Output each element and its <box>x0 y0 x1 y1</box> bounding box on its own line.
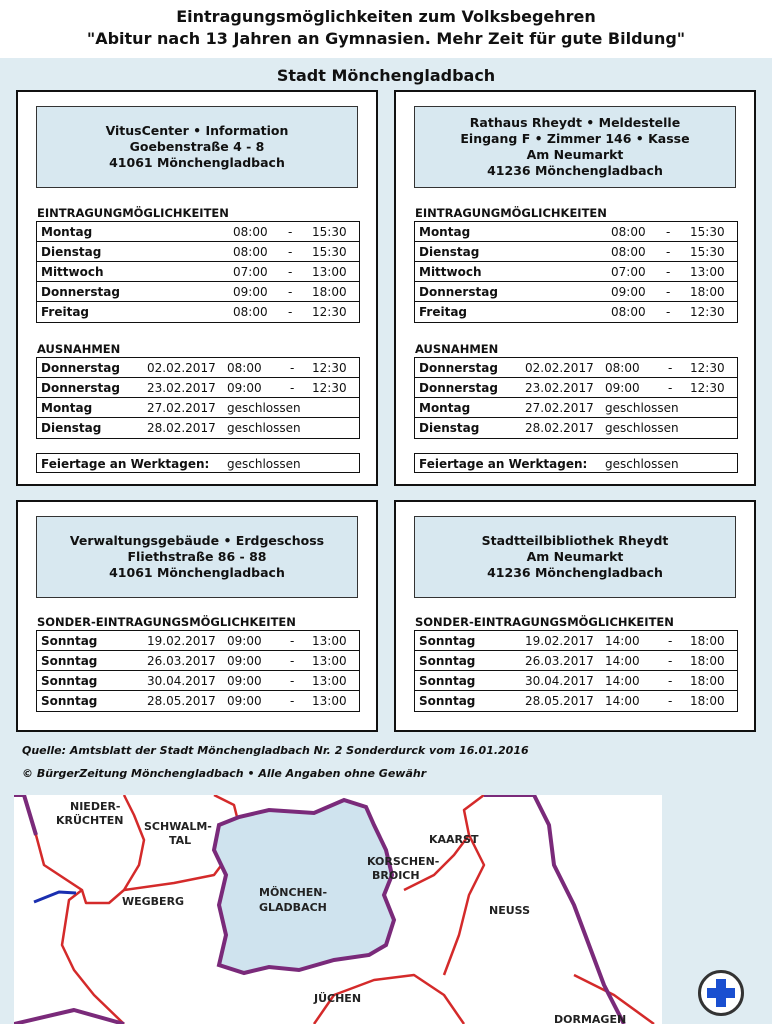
page-header <box>0 0 772 58</box>
holiday-label: Feiertage an Werktagen: <box>419 457 588 471</box>
border-purple-west <box>14 795 36 835</box>
regular-hours-table <box>36 221 360 323</box>
address-line: Verwaltungsgebäude • Erdgeschoss <box>69 533 325 548</box>
holiday-value: geschlossen <box>605 457 679 471</box>
table-row: Sonntag 30.04.2017 09:00 - 13:00 <box>37 671 359 691</box>
table-row: Freitag 08:00 - 12:30 <box>41 305 347 319</box>
map-label: JÜCHEN <box>314 992 362 1005</box>
location-panel-rathaus-rheydt <box>394 90 756 486</box>
table-row: Donnerstag 02.02.2017 08:00 - 12:30 <box>415 358 737 378</box>
table-row: Mittwoch 07:00 - 13:00 <box>415 262 737 282</box>
regular-hours-table <box>414 221 738 323</box>
source-note: Quelle: Amtsblatt der Stadt Mönchengladbach Nr. 2 Sonderdurck vom 16.01.2016 <box>22 744 529 757</box>
table-row: Donnerstag 09:00 - 18:00 <box>37 282 359 302</box>
map-label: BROICH <box>372 869 420 882</box>
holiday-row <box>414 453 738 473</box>
map-label: MÖNCHEN- <box>259 886 328 899</box>
address-box <box>414 516 736 598</box>
header-subtitle: "Abitur nach 13 Jahren an Gymnasien. Mehr Zeit für gute Bildung" <box>86 29 686 48</box>
section-title-exceptions: AUSNAHMEN <box>37 342 121 356</box>
section-title-special: SONDER-EINTRAGUNGSMÖGLICHKEITEN <box>415 615 674 629</box>
address-line: Eingang F • Zimmer 146 • Kasse <box>460 131 690 146</box>
table-row: Sonntag 19.02.2017 09:00 - 13:00 <box>37 631 359 651</box>
plus-glyph <box>701 973 741 1013</box>
table-row: Dienstag 28.02.2017 geschlossen <box>41 421 301 435</box>
table-row: Montag 27.02.2017 geschlossen <box>37 398 359 418</box>
holiday-label: Feiertage an Werktagen: <box>41 457 210 471</box>
map-label: GLADBACH <box>259 901 327 914</box>
table-row: Dienstag 08:00 - 15:30 <box>37 242 359 262</box>
address-line: Am Neumarkt <box>526 549 624 564</box>
holiday-value: geschlossen <box>227 457 301 471</box>
map-label: WEGBERG <box>122 895 185 908</box>
address-line: Am Neumarkt <box>526 147 624 162</box>
table-row: Donnerstag 02.02.2017 08:00 - 12:30 <box>37 358 359 378</box>
header-title: Eintragungsmöglichkeiten zum Volksbegehren <box>176 7 596 26</box>
address-line: Goebenstraße 4 - 8 <box>129 139 265 154</box>
location-panel-verwaltungsgebaeude <box>16 500 378 732</box>
address-box <box>36 516 358 598</box>
table-row: Mittwoch 07:00 - 13:00 <box>37 262 359 282</box>
address-line: 41236 Mönchengladbach <box>487 565 663 580</box>
table-row: Montag 27.02.2017 geschlossen <box>415 398 737 418</box>
table-row: Sonntag 26.03.2017 09:00 - 13:00 <box>37 651 359 671</box>
map-label: TAL <box>169 834 192 847</box>
holiday-row <box>36 453 360 473</box>
address-box <box>36 106 358 188</box>
address-line: Fliethstraße 86 - 88 <box>127 549 267 564</box>
address-line: Rathaus Rheydt • Meldestelle <box>469 115 681 130</box>
district-map <box>14 795 662 1024</box>
map-label: KRÜCHTEN <box>56 814 124 827</box>
section-title-special: SONDER-EINTRAGUNGSMÖGLICHKEITEN <box>37 615 296 629</box>
table-row: Donnerstag 09:00 - 18:00 <box>415 282 737 302</box>
map-label: KAARST <box>429 833 479 846</box>
city-title: Stadt Mönchengladbach <box>276 66 496 85</box>
section-title-regular: EINTRAGUNGMÖGLICHKEITEN <box>37 206 229 220</box>
border-purple-south <box>14 1010 124 1024</box>
map-label: KORSCHEN- <box>367 855 440 868</box>
table-row: Dienstag 28.02.2017 geschlossen <box>419 421 679 435</box>
border-red-wegberg <box>62 890 124 1024</box>
table-row: Montag 08:00 - 15:30 <box>37 222 359 242</box>
address-line: Stadtteilbibliothek Rheydt <box>481 533 669 548</box>
zoom-plus-icon[interactable] <box>698 970 744 1016</box>
border-red-neuss <box>444 835 484 975</box>
map-label: SCHWALM- <box>144 820 212 833</box>
table-row: Donnerstag 23.02.2017 09:00 - 12:30 <box>415 378 737 398</box>
special-hours-table <box>36 630 360 712</box>
table-row: Donnerstag 23.02.2017 09:00 - 12:30 <box>37 378 359 398</box>
copyright-note: © BürgerZeitung Mönchengladbach • Alle Angaben ohne Gewähr <box>22 767 427 780</box>
table-row: Sonntag 28.05.2017 14:00 - 18:00 <box>419 694 725 708</box>
section-title-regular: EINTRAGUNGMÖGLICHKEITEN <box>415 206 607 220</box>
section-title-exceptions: AUSNAHMEN <box>415 342 499 356</box>
address-box <box>414 106 736 188</box>
address-line: VitusCenter • Information <box>105 123 289 138</box>
location-panel-vituscenter <box>16 90 378 486</box>
table-row: Sonntag 28.05.2017 09:00 - 13:00 <box>41 694 347 708</box>
map-label: DORMAGEN <box>554 1013 627 1024</box>
location-panel-stadtteilbibliothek <box>394 500 756 732</box>
special-hours-table <box>414 630 738 712</box>
table-row: Sonntag 26.03.2017 14:00 - 18:00 <box>415 651 737 671</box>
address-line: 41061 Mönchengladbach <box>109 155 285 170</box>
map-label: NEUSS <box>489 904 531 917</box>
address-line: 41061 Mönchengladbach <box>109 565 285 580</box>
exceptions-table <box>414 357 738 439</box>
table-row: Freitag 08:00 - 12:30 <box>419 305 725 319</box>
address-line: 41236 Mönchengladbach <box>487 163 663 178</box>
table-row: Dienstag 08:00 - 15:30 <box>415 242 737 262</box>
table-row: Montag 08:00 - 15:30 <box>415 222 737 242</box>
table-row: Sonntag 30.04.2017 14:00 - 18:00 <box>415 671 737 691</box>
exceptions-table <box>36 357 360 439</box>
map-label: NIEDER- <box>70 800 121 813</box>
table-row: Sonntag 19.02.2017 14:00 - 18:00 <box>415 631 737 651</box>
